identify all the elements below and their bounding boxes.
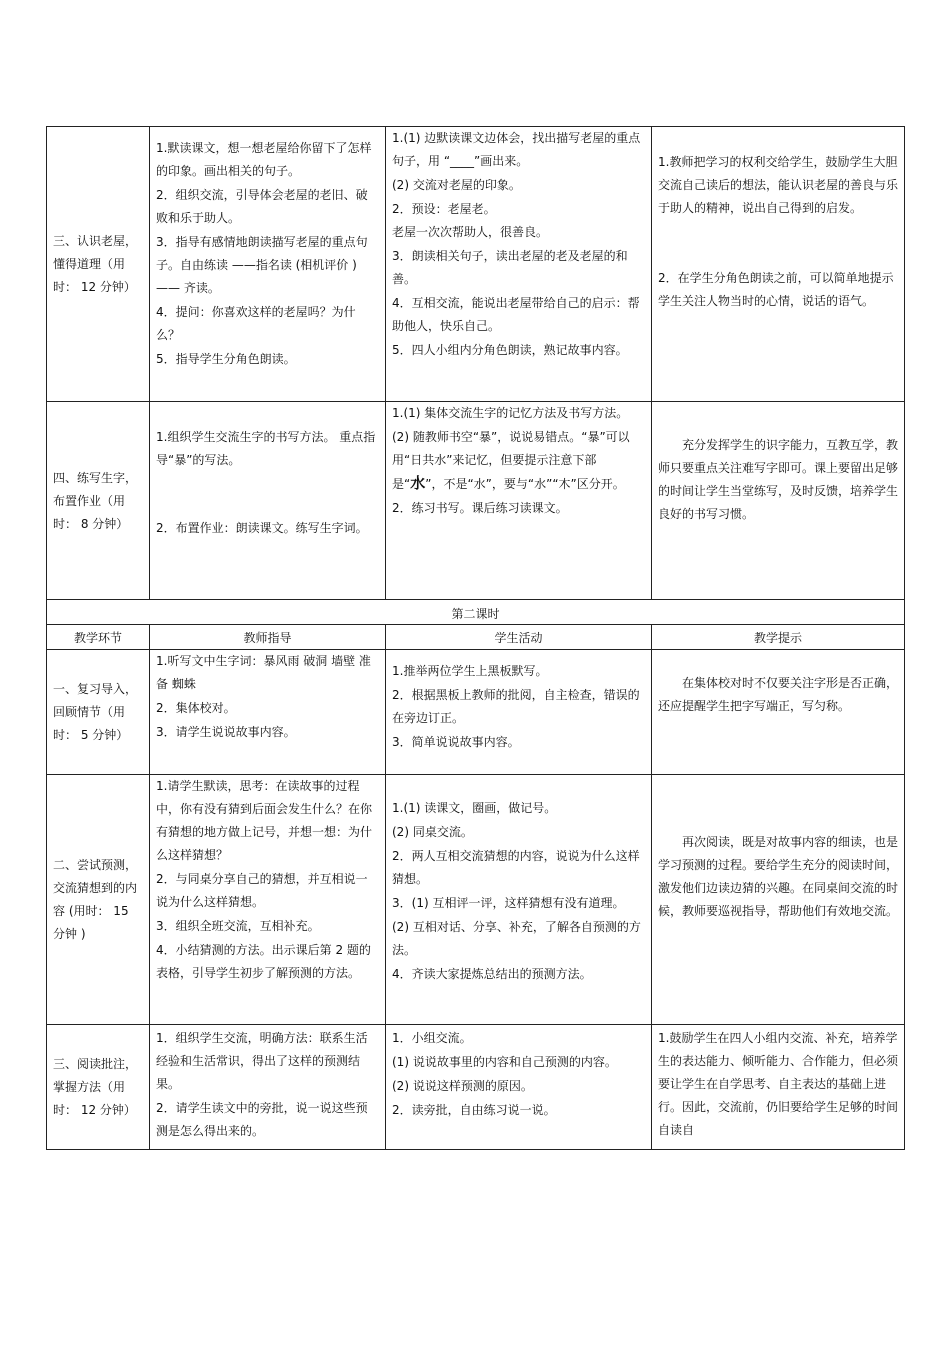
hint-item: 1.教师把学习的权利交给学生，鼓励学生大胆交流自己读后的想法，能认识老屋的善良与乐于助人的精神，说出自己得到的启发。 [658, 155, 899, 215]
student-cell [386, 127, 652, 402]
table-row [47, 1025, 905, 1150]
student-cell [386, 1025, 652, 1150]
student-item: 4．齐读大家提炼总结出的预测方法。 [392, 967, 592, 981]
table-row [47, 650, 905, 775]
student-item: 2．练习书写。课后练习读课文。 [392, 501, 568, 515]
student-text: (2) 随教师书空“暴”，说说易错点。“暴”可以用“日共水”来记忆，但要提示注意下部是“ [392, 430, 630, 491]
hint-cell [652, 127, 905, 402]
section-title [47, 600, 905, 625]
character-shui-glyph: 水 [410, 474, 426, 492]
student-item: 2．预设：老屋老。 [392, 202, 496, 216]
teacher-item: 3．组织全班交流，互相补充。 [156, 919, 320, 933]
stage-cell [47, 127, 150, 402]
teacher-item: 3．请学生说说故事内容。 [156, 725, 296, 739]
teacher-item: 1.默读课文，想一想老屋给你留下了怎样的印象。画出相关的句子。 [156, 141, 372, 178]
stage-cell [47, 650, 150, 775]
table-row [47, 775, 905, 1025]
teacher-item: 1.组织学生交流生字的书写方法。 重点指导“暴”的写法。 [156, 430, 376, 467]
hint-cell [652, 775, 905, 1025]
stage-label: 三、认识老屋，懂得道理（用时： 12 分钟） [53, 234, 138, 294]
student-item: 老屋一次次帮助人，很善良。 [392, 225, 549, 239]
table-row [47, 402, 905, 600]
stage-cell [47, 1025, 150, 1150]
student-item: 1.(1) 边默读课文边体会，找出描写老屋的重点句子，用 “____”画出来。 [392, 131, 641, 168]
student-item: 1.推举两位学生上黑板默写。 [392, 664, 548, 678]
student-item: 2．根据黑板上教师的批阅，自主检查，错误的在旁边订正。 [392, 688, 640, 725]
teacher-cell [150, 127, 386, 402]
teacher-cell [150, 1025, 386, 1150]
student-item: 3．朗读相关句子，读出老屋的老及老屋的和善。 [392, 249, 628, 286]
header-row [47, 625, 905, 650]
column-header: 教学提示 [652, 625, 905, 650]
student-cell [386, 402, 652, 600]
teacher-item: 5．指导学生分角色朗读。 [156, 352, 296, 366]
teacher-item: 2．组织交流，引导体会老屋的老旧、破败和乐于助人。 [156, 188, 368, 225]
student-item [392, 426, 645, 496]
teacher-cell [150, 402, 386, 600]
hint-item: 1.鼓励学生在四人小组内交流、补充，培养学生的表达能力、倾听能力、合作能力，但必须要让学生在自学思考、自主表达的基础上进行。因此，交流前，仍旧要给学生足够的时间自读自 [658, 1031, 899, 1137]
student-item: 1.(1) 集体交流生字的记忆方法及书写方法。 [392, 406, 629, 420]
section-title-row [47, 600, 905, 625]
student-item: (1) 说说故事里的内容和自己预测的内容。 [392, 1055, 617, 1069]
column-header: 教学环节 [47, 625, 150, 650]
student-item: 1．小组交流。 [392, 1031, 472, 1045]
student-item: 5．四人小组内分角色朗读，熟记故事内容。 [392, 343, 628, 357]
teacher-item: 2．布置作业：朗读课文。练写生字词。 [156, 521, 368, 535]
student-item: 1.(1) 读课文，圈画，做记号。 [392, 801, 557, 815]
lesson-plan-table [46, 126, 905, 1150]
stage-label: 一、复习导入，回顾情节（用时： 5 分钟） [53, 682, 138, 742]
student-item: 2．两人互相交流猜想的内容，说说为什么这样猜想。 [392, 849, 640, 886]
student-text: ”，不是“水”，要与“水”“木”区分开。 [425, 477, 625, 491]
column-header: 教师指导 [150, 625, 386, 650]
student-item: 2．读旁批，自由练习说一说。 [392, 1103, 556, 1117]
stage-cell [47, 775, 150, 1025]
teacher-item: 2．请学生读文中的旁批，说一说这些预测是怎么得出来的。 [156, 1101, 368, 1138]
hint-item: 在集体校对时不仅要关注字形是否正确，还应提醒学生把字写端正，写匀称。 [658, 676, 899, 713]
teacher-item: 1．组织学生交流，明确方法：联系生活经验和生活常识，得出了这样的预测结果。 [156, 1031, 368, 1091]
table-row [47, 127, 905, 402]
teacher-item: 4．提问：你喜欢这样的老屋吗？为什么？ [156, 305, 356, 342]
student-item: (2) 说说这样预测的原因。 [392, 1079, 533, 1093]
student-item: (2) 交流对老屋的印象。 [392, 178, 521, 192]
hint-cell [652, 1025, 905, 1150]
stage-label: 四、练写生字，布置作业（用时： 8 分钟） [53, 470, 138, 531]
hint-cell [652, 402, 905, 600]
teacher-item: 2．与同桌分享自己的猜想，并互相说一说为什么这样猜想。 [156, 872, 368, 909]
student-cell [386, 775, 652, 1025]
student-item: 4．互相交流，能说出老屋带给自己的启示：帮助他人，快乐自己。 [392, 296, 640, 333]
hint-item: 2．在学生分角色朗读之前，可以简单地提示学生关注人物当时的心情，说话的语气。 [658, 271, 894, 308]
student-item: 3．简单说说故事内容。 [392, 735, 520, 749]
section-title-text: 第二课时 [451, 606, 500, 621]
teacher-item: 1.请学生默读，思考：在读故事的过程中，你有没有猜到后面会发生什么？在你有猜想的地方做上记号，并想一想：为什么这样猜想？ [156, 779, 373, 862]
teacher-item: 3．指导有感情地朗读描写老屋的重点句子。自由练读 ——指名读 (相机评价 )—— 齐读。 [156, 235, 368, 295]
stage-label: 二、尝试预测，交流猜想到的内容 (用时： 15 分钟 ) [53, 858, 138, 941]
student-item: (2) 同桌交流。 [392, 825, 473, 839]
lesson-plan-page [46, 126, 904, 1150]
teacher-item: 1.听写文中生字词：暴风雨 破洞 墙壁 准备 蜘蛛 [156, 654, 371, 691]
student-item: 3．(1) 互相评一评，这样猜想有没有道理。 [392, 896, 625, 910]
teacher-cell [150, 775, 386, 1025]
hint-item: 充分发挥学生的识字能力，互教互学，教师只要重点关注难写字即可。课上要留出足够的时间让学生当堂练写，及时反馈，培养学生良好的书写习惯。 [658, 438, 899, 521]
teacher-cell [150, 650, 386, 775]
student-item: (2) 互相对话、分享、补充，了解各自预测的方法。 [392, 920, 641, 957]
hint-item: 再次阅读，既是对故事内容的细读，也是学习预测的过程。要给学生充分的阅读时间，激发他们边读边猜的兴趣。在同桌间交流的时候，教师要巡视指导，帮助他们有效地交流。 [658, 835, 899, 918]
student-cell [386, 650, 652, 775]
stage-cell [47, 402, 150, 600]
teacher-item: 4．小结猜测的方法。出示课后第 2 题的表格，引导学生初步了解预测的方法。 [156, 943, 371, 980]
stage-label: 三、阅读批注，掌握方法（用时： 12 分钟） [53, 1057, 138, 1117]
hint-cell [652, 650, 905, 775]
teacher-item: 2．集体校对。 [156, 701, 236, 715]
column-header: 学生活动 [386, 625, 652, 650]
